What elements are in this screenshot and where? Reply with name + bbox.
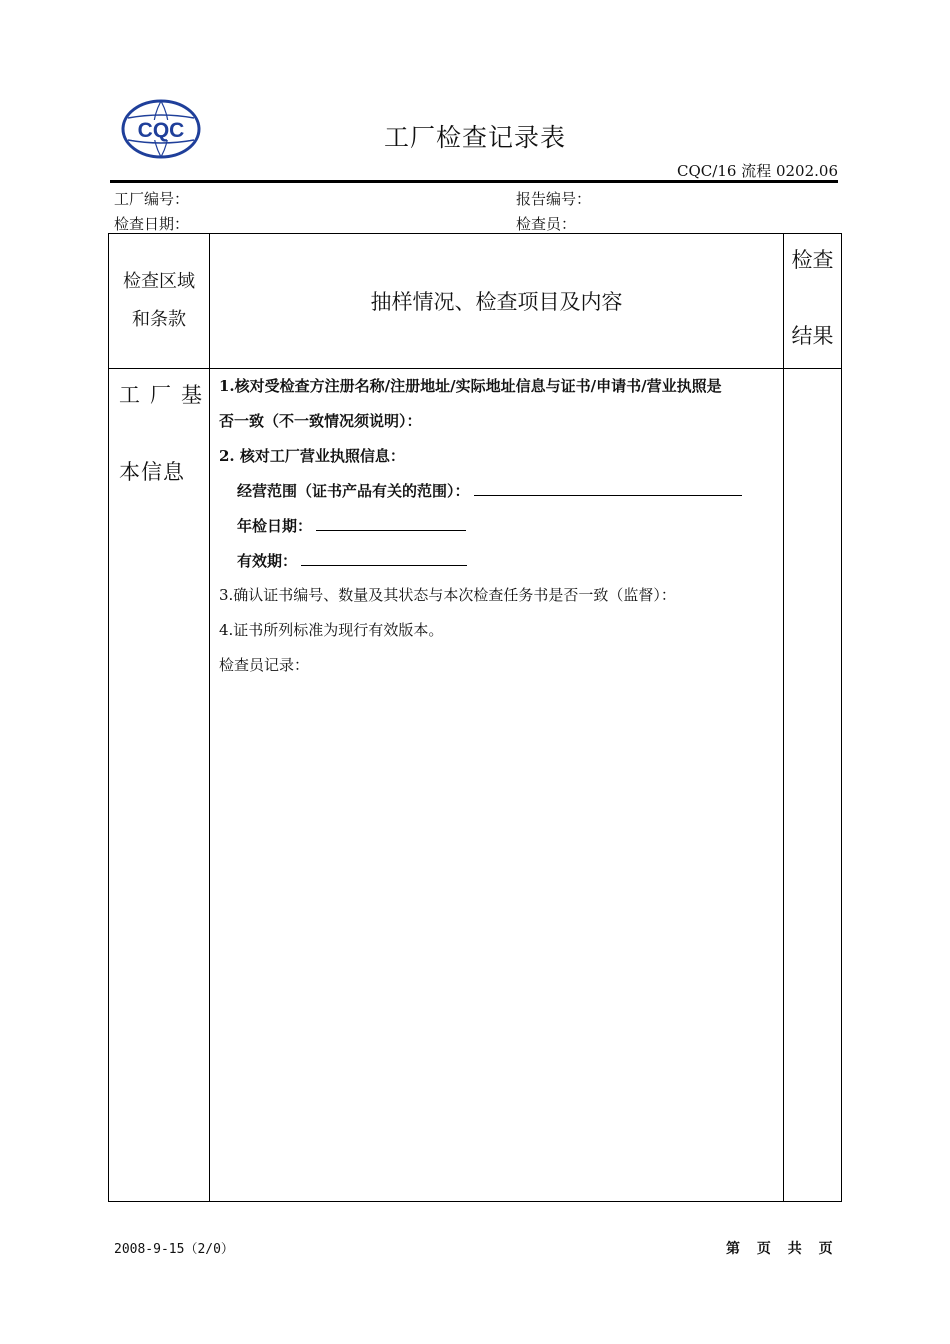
item-3: 3.确认证书编号、数量及其状态与本次检查任务书是否一致（监督）： xyxy=(219,586,676,604)
document-code: CQC/16 流程 0202.06 xyxy=(677,162,838,180)
annual-inspection-blank[interactable] xyxy=(316,516,466,531)
column-header-area-line1: 检查区域 xyxy=(123,271,195,292)
footer-date-version: 2008-9-15（2/0） xyxy=(114,1242,234,1257)
annual-inspection-label: 年检日期： xyxy=(237,517,313,535)
section-label-line1: 工厂基 xyxy=(119,383,212,407)
business-scope-blank[interactable] xyxy=(474,481,742,496)
column-header-area xyxy=(109,234,209,368)
report-number-label: 报告编号： xyxy=(516,190,592,208)
validity-label: 有效期： xyxy=(237,552,298,570)
section-label-line2: 本信息 xyxy=(119,460,185,484)
validity-row xyxy=(237,550,467,571)
inspection-table xyxy=(108,233,842,1202)
business-scope-row xyxy=(237,480,742,501)
column-header-result-line1: 检查 xyxy=(791,248,834,272)
validity-blank[interactable] xyxy=(301,551,467,566)
item-2: 2. 核对工厂营业执照信息： xyxy=(219,447,405,465)
column-header-area-line2: 和条款 xyxy=(132,309,186,330)
business-scope-label: 经营范围（证书产品有关的范围）： xyxy=(237,482,470,500)
header-rule xyxy=(110,180,838,183)
column-divider xyxy=(783,234,784,1201)
inspector-label: 检查员： xyxy=(516,215,577,233)
footer-page-info: 第 页 共 页 xyxy=(726,1241,833,1257)
factory-number-label: 工厂编号： xyxy=(114,190,190,208)
inspector-record-label: 检查员记录： xyxy=(219,656,310,674)
logo-text: CQC xyxy=(137,119,185,142)
column-header-content: 抽样情况、检查项目及内容 xyxy=(370,290,623,314)
header-row-divider xyxy=(109,368,841,369)
inspection-date-label: 检查日期： xyxy=(114,215,190,233)
page-title: 工厂检查记录表 xyxy=(383,123,566,152)
item-1-line1: 1.核对受检查方注册名称/注册地址/实际地址信息与证书/申请书/营业执照是 xyxy=(219,377,722,395)
item-4: 4.证书所列标准为现行有效版本。 xyxy=(219,621,444,639)
annual-inspection-row xyxy=(237,515,466,536)
item-1-line2: 否一致（不一致情况须说明）： xyxy=(219,412,422,430)
column-header-result-line2: 结果 xyxy=(791,324,834,348)
